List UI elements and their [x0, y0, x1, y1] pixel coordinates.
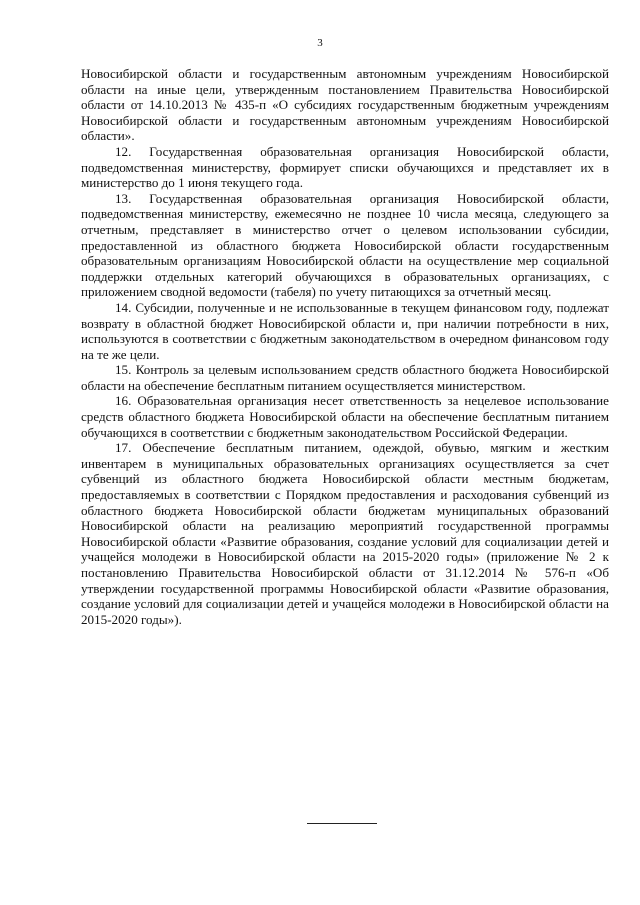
page-number: 3 — [317, 37, 323, 49]
paragraph-17: 17. Обеспечение бесплатным питанием, одеждой, обувью, мягким и жестким инвентарем в муниципальных образовательных организациях осуществляется за счет субвенций из областного бюджета Новосибирской области местным бюджетам, предоставляемых в соответствии с Порядком предоставления и расходования субвенций из областного бюджета Новосибирской области бюджетам муниципальных образований Новосибирской области на реализацию мероприятий государственной программы Новосибирской области «Развитие образования, создание условий для социализации детей и учащейся молодежи в Новосибирской области на 2015-2020 годы» (приложение № 2 к постановлению Правительства Новосибирской области от 31.12.2014 № 576-п «Об утверждении государственной программы Новосибирской области «Развитие образования, создание условий для социализации детей и учащейся молодежи в Новосибирской области на 2015-2020 годы»). — [81, 440, 609, 627]
paragraph-continuation: Новосибирской области и государственным автономным учреждениям Новосибирской области на иные цели, утвержденным постановлением Правительства Новосибирской области от 14.10.2013 № 435-п «О субсидиях государственным бюджетным учреждениям Новосибирской области и государственным автономным учреждениям Новосибирской области». — [81, 66, 609, 144]
paragraph-12: 12. Государственная образовательная организация Новосибирской области, подведомственная министерству, формирует списки обучающихся и представляет их в министерство до 1 июня текущего года. — [81, 143, 609, 191]
paragraph-15: 15. Контроль за целевым использованием средств областного бюджета Новосибирской области на обеспечение бесплатным питанием осуществляется министерством. — [81, 362, 609, 393]
paragraph-13: 13. Государственная образовательная организация Новосибирской области, подведомственная министерству, ежемесячно не позднее 10 числа месяца, следующего за отчетным, представляет в министерство отчет о целевом использовании субсидии, предоставленной из областного бюджета Новосибирской области государственным образовательным организациям Новосибирской области на осуществление мер социальной поддержки отдельных категорий обучающихся в образовательных организациях, с приложением сводной ведомости (табеля) по учету питающихся за отчетный месяц. — [81, 190, 609, 300]
paragraph-14: 14. Субсидии, полученные и не использованные в текущем финансовом году, подлежат возврату в областной бюджет Новосибирской области и, при наличии потребности в них, используются в соответствии с бюджетным законодательством в очередном финансовом году на те же цели. — [81, 299, 609, 362]
end-separator-line — [307, 823, 377, 824]
document-body — [81, 66, 609, 627]
paragraph-16: 16. Образовательная организация несет ответственность за нецелевое использование средств областного бюджета Новосибирской области на обеспечение бесплатным питанием обучающихся в соответствии с бюджетным законодательством Российской Федерации. — [81, 393, 609, 440]
